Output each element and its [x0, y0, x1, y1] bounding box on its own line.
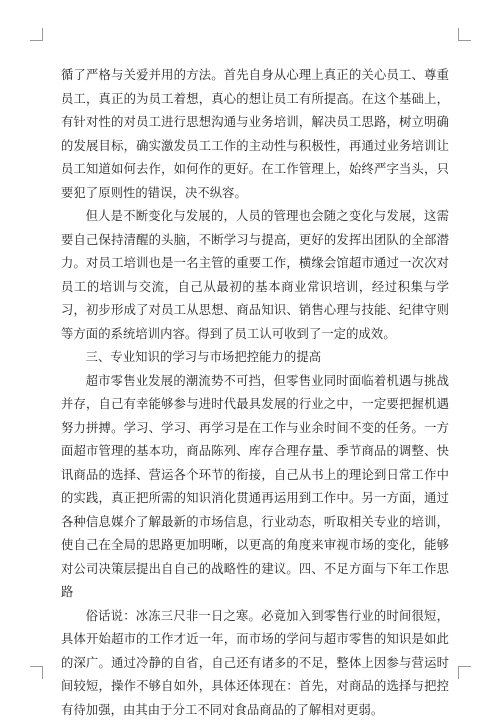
document-body — [61, 64, 449, 722]
crop-mark-bottom-right — [458, 666, 471, 679]
section-heading-professional-knowledge: 三、专业知识的学习与市场把控能力的提高 — [61, 346, 449, 370]
paragraph-continued: 循了严格与关爱并用的方法。首先自身从心理上真正的关心员工、尊重员工，真正的为员工着想，真心的想让员工有所提高。在这个基础上，有针对性的对员工进行思想沟通与业务培训，解决员工思路，树立明确的发展目标，确实激发员工工作的主动性与积极性，再通过业务培训让员工知道如何去作，如何作的更好。在工作管理上，始终严字当头，只要犯了原则性的错误，决不纵容。 — [61, 64, 449, 205]
paragraph-retail-learning: 超市零售业发展的潮流势不可挡，但零售业同时面临着机遇与挑战并存，自己有幸能够参与进时代最具发展的行业之中，一定要把握机遇努力拼搏。学习、学习、再学习是在工作与业余时间不变的任务。一方面超市管理的基本功，商品陈列、库存合理存量、季节商品的调整、快讯商品的选择、营运各个环节的衔接，自己从书上的理论到日常工作中的实践，真正把所需的知识消化贯通再运用到工作中。另一方面，通过各种信息媒介了解最新的市场信息，行业动态，听取相关专业的培训，使自己在全局的思路更加明晰，以更高的角度来审视市场的变化，能够对公司决策层提出自自己的战略性的建议。四、不足方面与下年工作思路 — [61, 370, 449, 605]
crop-mark-bottom-left — [30, 666, 43, 679]
paragraph-staff-development: 但人是不断变化与发展的，人员的管理也会随之变化与发展，这需要自己保持清醒的头脑，不断学习与提高，更好的发挥出团队的全部潜力。对员工培训也是一名主管的重要工作，横缘会馆超市通过一次次对员工的培训与交流，自己从最初的基本商业常识培训，经过积集与学习，初步形成了对员工从思想、商品知识、销售心理与技能、纪律守则等方面的系统培训内容。得到了员工认可收到了一定的成效。 — [61, 205, 449, 346]
crop-mark-top-right — [458, 28, 471, 41]
paragraph-shortcomings: 俗话说：冰冻三尺非一日之寒。必竟加入到零售行业的时间很短，具体开始超市的工作才近一年，而市场的学问与超市零售的知识是如此的深广。通过冷静的自省，自己还有诸多的不足，整体上因参与营运时间较短，操作不够自如外，具体还体现在：首先，对商品的选择与把控有待加强，由其由于分工不同对食品商品的了解相对更弱。 — [61, 605, 449, 722]
crop-mark-top-left — [30, 28, 43, 41]
